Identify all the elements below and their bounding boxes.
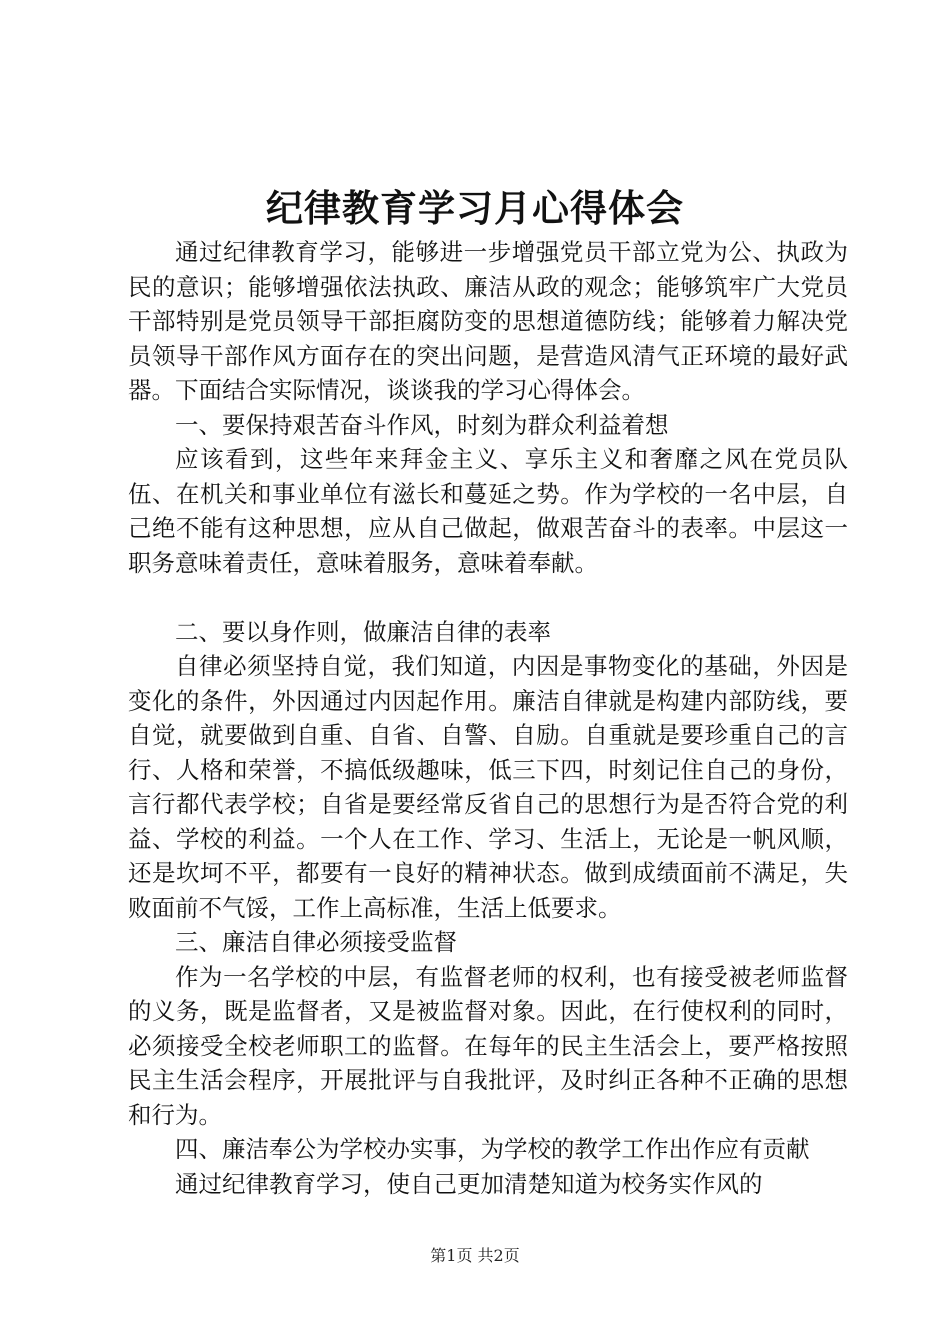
document-body <box>128 235 848 1201</box>
section-heading-2: 二、要以身作则，做廉洁自律的表率 <box>175 617 551 646</box>
section-heading-3: 三、廉洁自律必须接受监督 <box>175 928 457 956</box>
paragraph-section-2: 自律必须坚持自觉，我们知道，内因是事物变化的基础，外因是变化的条件，外因通过内因起作用。廉洁自律就是构建内部防线，要自觉，就要做到自重、自省、自警、自励。自重就是要珍重自己的言行、人格和荣誉，不搞低级趣味，低三下四，时刻记住自己的身份，言行都代表学校；自省是要经常反省自己的思想行为是否符合党的利益、学校的利益。一个人在工作、学习、生活上，无论是一帆风顺，还是坎坷不平，都要有一良好的精神状态。做到成绩面前不满足，失败面前不气馁，工作上高标准，生活上低要求。 <box>128 652 848 922</box>
section-heading-4: 四、廉洁奉公为学校办实事，为学校的教学工作出作应有贡献 <box>175 1135 810 1163</box>
blank-line <box>128 580 848 615</box>
document-title: 纪律教育学习月心得体会 <box>266 186 684 230</box>
section-heading-1: 一、要保持艰苦奋斗作风，时刻为群众利益着想 <box>175 410 669 439</box>
paragraph-section-1: 应该看到，这些年来拜金主义、享乐主义和奢靡之风在党员队伍、在机关和事业单位有滋长和蔓延之势。作为学校的一名中层，自己绝不能有这种思想，应从自己做起，做艰苦奋斗的表率。中层这一职务意味着责任，意味着服务，意味着奉献。 <box>128 445 848 577</box>
paragraph-section-3: 作为一名学校的中层，有监督老师的权利，也有接受被老师监督的义务，既是监督者，又是被监督对象。因此，在行使权利的同时，必须接受全校老师职工的监督。在每年的民主生活会上，要严格按照民主生活会程序，开展批评与自我批评，及时纠正各种不正确的思想和行为。 <box>128 962 848 1129</box>
page-number: 第1页 共2页 <box>430 1246 520 1265</box>
paragraph-section-4: 通过纪律教育学习，使自己更加清楚知道为校务实作风的 <box>175 1169 763 1198</box>
paragraph-intro: 通过纪律教育学习，能够进一步增强党员干部立党为公、执政为民的意识；能够增强依法执政、廉洁从政的观念；能够筑牢广大党员干部特别是党员领导干部拒腐防变的思想道德防线；能够着力解决党员领导干部作风方面存在的突出问题，是营造风清气正环境的最好武器。下面结合实际情况，谈谈我的学习心得体会。 <box>128 238 848 404</box>
